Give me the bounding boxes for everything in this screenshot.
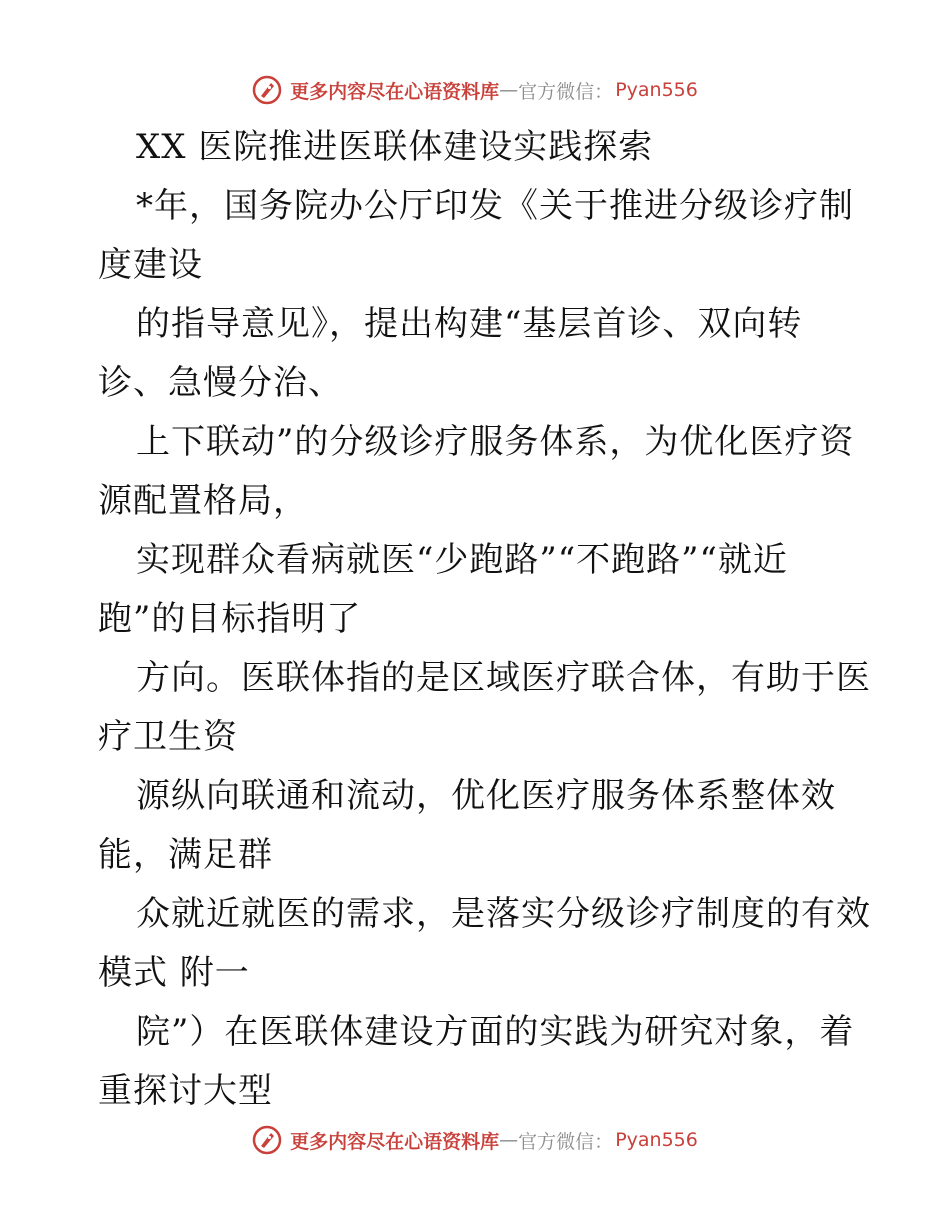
text-line: 院”）在医联体建设方面的实践为研究对象，着 bbox=[136, 1012, 855, 1052]
text-line: 诊、急慢分治、 bbox=[98, 363, 343, 403]
text-line: 模式 附一 bbox=[98, 953, 250, 993]
document-body bbox=[98, 118, 871, 1121]
watermark-main-text: 更多内容尽在心语资料库 bbox=[290, 80, 500, 103]
watermark-contact-id: Pyan556 bbox=[615, 1129, 698, 1151]
text-line: 源配置格局， bbox=[98, 481, 308, 521]
text-line: 能，满足群 bbox=[98, 835, 273, 875]
text-line: *年，国务院办公厅印发《关于推进分级诊疗制 bbox=[136, 186, 854, 226]
watermark-separator: — bbox=[499, 1129, 519, 1151]
text-line: 的指导意见》，提出构建“基层首诊、双向转 bbox=[136, 304, 803, 344]
watermark-contact-label: 官方微信： bbox=[518, 1130, 614, 1153]
pen-nib-logo-icon bbox=[252, 75, 282, 105]
header-watermark bbox=[0, 70, 950, 110]
text-line: 众就近就医的需求，是落实分级诊疗制度的有效 bbox=[136, 894, 871, 934]
text-line: 源纵向联通和流动，优化医疗服务体系整体效 bbox=[136, 776, 836, 816]
watermark-contact-id: Pyan556 bbox=[615, 79, 698, 101]
footer-watermark bbox=[0, 1120, 950, 1160]
watermark-separator: — bbox=[499, 79, 519, 101]
document-title: XX 医院推进医联体建设实践探索 bbox=[136, 127, 654, 167]
text-line: 上下联动”的分级诊疗服务体系，为优化医疗资 bbox=[136, 422, 855, 462]
text-line: 疗卫生资 bbox=[98, 717, 238, 757]
text-line: 跑”的目标指明了 bbox=[98, 599, 362, 639]
text-line: 重探讨大型 bbox=[98, 1071, 273, 1111]
text-line: 实现群众看病就医“少跑路”“不跑路”“就近 bbox=[136, 540, 788, 580]
text-line: 方向。医联体指的是区域医疗联合体，有助于医 bbox=[136, 658, 871, 698]
pen-nib-logo-icon bbox=[252, 1125, 282, 1155]
watermark-contact-label: 官方微信： bbox=[518, 80, 614, 103]
text-line: 度建设 bbox=[98, 245, 203, 285]
watermark-main-text: 更多内容尽在心语资料库 bbox=[290, 1130, 500, 1153]
